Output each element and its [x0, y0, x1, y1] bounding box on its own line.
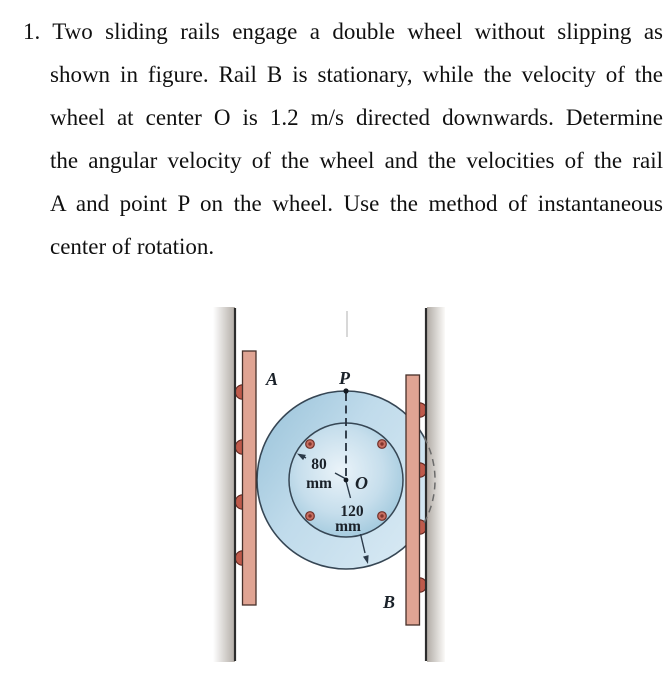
rivet-dot — [308, 514, 311, 517]
rail-a-bar — [243, 351, 257, 605]
center-o-dot — [344, 478, 349, 483]
point-p-dot — [343, 388, 348, 393]
mechanism-figure — [200, 300, 466, 672]
right-wall-shading — [427, 307, 445, 662]
problem-text-line: wheel at center O is 1.2 m/s directed downwards. Determine — [50, 105, 663, 130]
rail-b-bar — [406, 375, 420, 625]
dim-80-value: 80 — [311, 456, 327, 473]
label-rail-a: A — [266, 369, 279, 389]
problem-text-line: A and point P on the wheel. Use the method of instantaneous — [50, 191, 663, 216]
rivet-dot — [380, 442, 383, 445]
problem-text-line: 1. Two sliding rails engage a double wheel without slipping as — [23, 19, 663, 44]
dim-120-value: 120 — [340, 503, 364, 520]
label-center-o: O — [355, 473, 368, 493]
problem-text-line: the angular velocity of the wheel and the velocities of the rail — [50, 148, 663, 173]
left-guide-wall — [213, 307, 235, 662]
rail-a — [235, 351, 256, 605]
left-wall-shading — [213, 307, 235, 662]
rivet-dot — [380, 514, 383, 517]
problem-text-line: shown in figure. Rail B is stationary, while the velocity of the — [50, 62, 663, 87]
problem-text-line: center of rotation. — [50, 234, 215, 259]
dim-80-unit: mm — [306, 475, 332, 492]
dim-120-unit: mm — [335, 518, 361, 535]
label-point-p: P — [339, 368, 350, 388]
label-rail-b: B — [383, 592, 396, 612]
problem-statement — [23, 10, 663, 268]
rivet-dot — [308, 442, 311, 445]
